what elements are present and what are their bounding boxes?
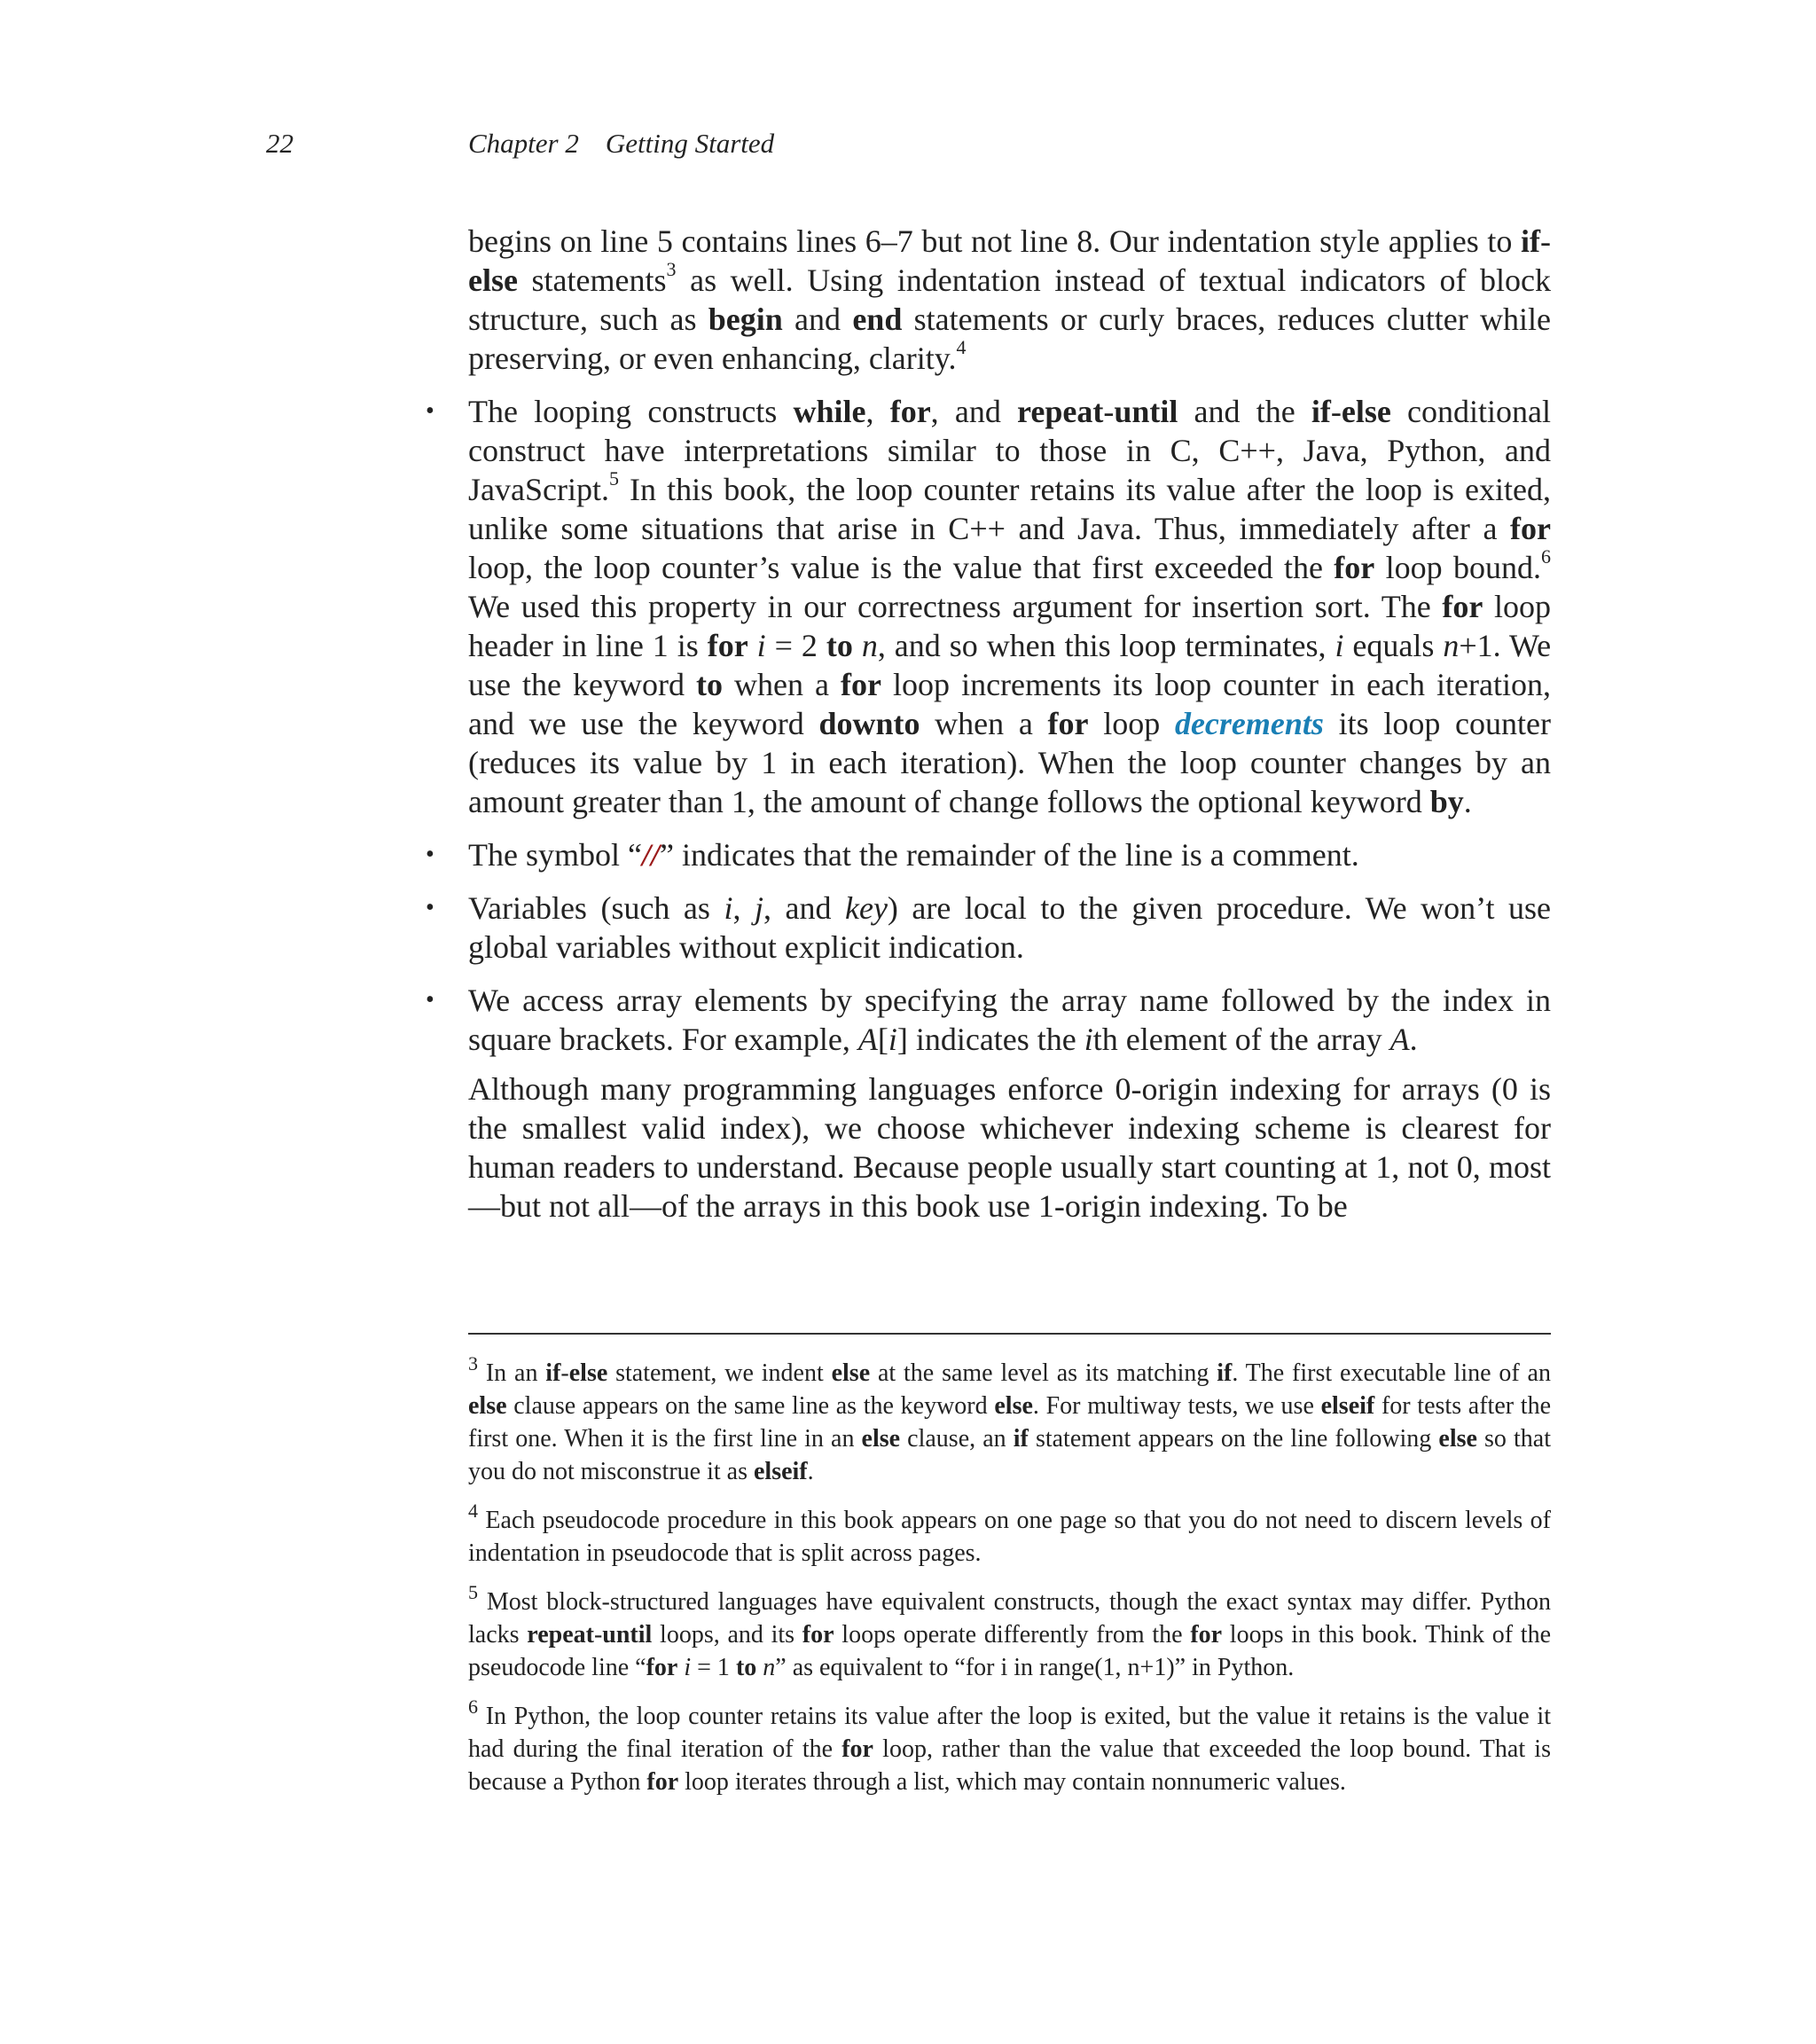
text: = 2 <box>765 628 826 663</box>
keyword: repeat <box>1017 394 1104 429</box>
text: loop iterates through a list, which may contain nonnumeric values. <box>678 1768 1346 1796</box>
text: - <box>1103 394 1115 429</box>
text: statement, we indent <box>607 1359 832 1387</box>
text: - <box>560 1359 569 1387</box>
footnote-number: 6 <box>468 1695 478 1718</box>
text: , and <box>930 394 1018 429</box>
keyword: else <box>994 1392 1033 1420</box>
text: . <box>807 1458 814 1485</box>
footnote-ref-6[interactable]: 6 <box>1540 545 1551 568</box>
math-var: i <box>888 1022 897 1057</box>
text: th element of the array <box>1092 1022 1390 1057</box>
keyword: for <box>1047 706 1089 741</box>
text: statements <box>517 262 667 298</box>
text: when a <box>920 706 1048 741</box>
keyword: for <box>1190 1621 1223 1649</box>
text: In an <box>478 1359 546 1387</box>
text: - <box>1540 223 1551 259</box>
text: - <box>1330 394 1342 429</box>
array-indexing-paragraph: Although many programming languages enforce 0-origin indexing for arrays (0 is the smallest valid index), we choose whichever indexing scheme is clearest for human readers to understand. Because people usually start counting at 1, not 0, most—but not all—of the arrays in this book use 1-origin indexing. To be <box>468 1071 1551 1224</box>
math-var: i <box>1335 628 1344 663</box>
footnote-4 <box>468 1499 1551 1570</box>
text: begins on line 5 contains lines 6–7 but not line 8. Our indentation style applies to <box>468 223 1521 259</box>
bullet-icon: • <box>426 986 434 1014</box>
text: We used this property in our correctness argument for insertion sort. The <box>468 589 1443 624</box>
keyword: for <box>707 628 748 663</box>
keyword: elseif <box>1320 1392 1375 1420</box>
text: loops in this book. Think of the pseudocode line “ <box>468 1621 1552 1681</box>
running-header <box>266 124 1561 163</box>
keyword: if <box>1217 1359 1233 1387</box>
text: loop bound. <box>1374 550 1541 585</box>
text: conditional construct have interpretations similar to those in C, C++, Java, Python, and JavaScript. <box>468 394 1552 507</box>
bullet-local-variables <box>426 889 1551 967</box>
keyword: until <box>602 1621 653 1649</box>
math-var: A <box>857 1022 878 1057</box>
bullet-icon: • <box>426 894 434 921</box>
chapter-label <box>468 124 774 163</box>
text: . For multiway tests, we use <box>1032 1392 1321 1420</box>
math-var: n <box>861 628 878 663</box>
footnote-number: 5 <box>468 1580 478 1603</box>
text: at the same level as its matching <box>870 1359 1217 1387</box>
footnote-number: 3 <box>468 1351 478 1374</box>
text: , and so when this loop terminates, <box>877 628 1335 663</box>
keyword: until <box>1114 394 1178 429</box>
text: equals <box>1343 628 1444 663</box>
text: loop header in line 1 is <box>468 589 1551 663</box>
chapter-title: Getting Started <box>605 128 775 159</box>
keyword: by <box>1429 784 1464 819</box>
keyword: for <box>646 1768 679 1796</box>
text: . <box>1463 784 1472 819</box>
keyword: for <box>889 394 931 429</box>
text: , <box>865 394 890 429</box>
keyword: if <box>1521 223 1540 259</box>
text: Each pseudocode procedure in this book appears on one page so that you do not need to discern levels of indentation in pseudocode that is split across pages. <box>468 1507 1551 1567</box>
keyword: else <box>1341 394 1391 429</box>
math-var: A <box>1389 1022 1410 1057</box>
keyword: else <box>831 1359 871 1387</box>
text: loop <box>1088 706 1175 741</box>
keyword: if <box>545 1359 561 1387</box>
defined-term: decrements <box>1174 706 1324 741</box>
math-var: i <box>684 1654 692 1681</box>
text: statements or curly braces, reduces clutter while preserving, or even enhancing, clarity. <box>468 302 1551 376</box>
continued-paragraph <box>468 222 1551 378</box>
text: when a <box>723 667 841 702</box>
keyword: for <box>841 1735 873 1763</box>
footnote-number: 4 <box>468 1499 478 1522</box>
text: . The first executable line of an <box>1232 1359 1551 1387</box>
keyword: repeat <box>527 1621 594 1649</box>
bullet-comment-symbol <box>426 835 1551 874</box>
math-var: n <box>1443 628 1460 663</box>
text: as well. Using indentation instead of textual indicators of block structure, such as <box>468 262 1552 337</box>
keyword: to <box>826 628 853 663</box>
text: [ <box>877 1022 888 1057</box>
text: loop, rather than the value that exceeded the loop bound. That is because a Python <box>468 1735 1551 1796</box>
bullet-icon: • <box>426 397 434 425</box>
keyword: else <box>861 1425 901 1453</box>
text: loops, and its <box>652 1621 802 1649</box>
text: loop increments its loop counter in each iteration, and we use the keyword <box>468 667 1551 741</box>
text: In Python, the loop counter retains its value after the loop is exited, but the value it retains is the value it had during the final iteration of the <box>468 1703 1551 1763</box>
text: We access array elements by specifying the array name followed by the index in square brackets. For example, <box>468 983 1551 1057</box>
text: = 1 <box>691 1654 736 1681</box>
footnote-6 <box>468 1695 1551 1798</box>
keyword: for <box>1510 511 1551 546</box>
footnote-divider <box>468 1333 1551 1335</box>
keyword: begin <box>708 302 783 337</box>
text: loop, the loop counter’s value is the value that first exceeded the <box>468 550 1335 585</box>
text: . <box>1409 1022 1418 1057</box>
keyword: to <box>696 667 724 702</box>
keyword: if <box>1311 394 1331 429</box>
text: - <box>593 1621 603 1649</box>
comment-symbol: // <box>641 837 660 873</box>
keyword: if <box>1013 1425 1029 1453</box>
bullet-array-access <box>426 981 1551 1226</box>
page-number: 22 <box>266 128 294 159</box>
math-var: i <box>724 890 733 926</box>
math-var: n <box>763 1654 776 1681</box>
keyword: else <box>568 1359 608 1387</box>
text: The looping constructs <box>468 394 794 429</box>
text: and <box>782 302 853 337</box>
keyword: for <box>1442 589 1483 624</box>
bullet-icon: • <box>426 841 434 868</box>
keyword: else <box>468 1392 507 1420</box>
text: clause appears on the same line as the keyword <box>506 1392 995 1420</box>
text: for tests after the first one. When it is the first line in an <box>468 1392 1552 1453</box>
keyword: downto <box>818 706 920 741</box>
text: ” indicates that the remainder of the line is a comment. <box>659 837 1359 873</box>
math-var: key <box>844 890 888 926</box>
text: +1. We use the keyword <box>468 628 1552 702</box>
bullet-looping-constructs <box>426 392 1552 821</box>
math-var: i <box>1084 1022 1093 1057</box>
text: The symbol “ <box>468 837 642 873</box>
text: clause, an <box>900 1425 1014 1453</box>
footnote-ref-4[interactable]: 4 <box>956 336 967 358</box>
keyword: else <box>468 262 518 298</box>
text: ] indicates the <box>896 1022 1084 1057</box>
keyword: for <box>841 667 882 702</box>
text: loops operate differently from the <box>834 1621 1191 1649</box>
text: ) are local to the given procedure. We won’t use global variables without explicit indication. <box>468 890 1551 965</box>
text: , <box>732 890 755 926</box>
text: statement appears on the line following <box>1028 1425 1439 1453</box>
keyword: end <box>852 302 903 337</box>
keyword: elseif <box>753 1458 808 1485</box>
keyword: to <box>735 1654 757 1681</box>
text: In this book, the loop counter retains its value after the loop is exited, unlike some situations that arise in C++ and Java. Thus, immediately after a <box>468 472 1551 546</box>
text: Most block-structured languages have equivalent constructs, though the exact syntax may differ. Python lacks <box>468 1588 1551 1649</box>
text: so that you do not misconstrue it as <box>468 1425 1551 1485</box>
text: its loop counter (reduces its value by 1 in each iteration). When the loop counter changes by an amount greater than 1, the amount of change follows the optional keyword <box>468 706 1551 819</box>
body-text <box>426 222 1552 1226</box>
text: and the <box>1178 394 1311 429</box>
keyword: for <box>1334 550 1375 585</box>
text: , and <box>763 890 845 926</box>
text: Variables (such as <box>468 890 724 926</box>
math-var: i <box>756 628 766 663</box>
math-var: j <box>754 890 763 926</box>
keyword: for <box>646 1654 678 1681</box>
keyword: while <box>793 394 866 429</box>
footnote-ref-5[interactable]: 5 <box>608 467 619 489</box>
text: ” as equivalent to “for i in range(1, n+1)” in Python. <box>775 1654 1295 1681</box>
keyword: for <box>802 1621 834 1649</box>
footnote-3 <box>468 1351 1552 1488</box>
footnotes <box>468 1351 1552 1814</box>
keyword: else <box>1438 1425 1477 1453</box>
footnote-ref-3[interactable]: 3 <box>666 258 677 280</box>
chapter-number: Chapter 2 <box>468 128 579 159</box>
footnote-5 <box>468 1580 1552 1684</box>
